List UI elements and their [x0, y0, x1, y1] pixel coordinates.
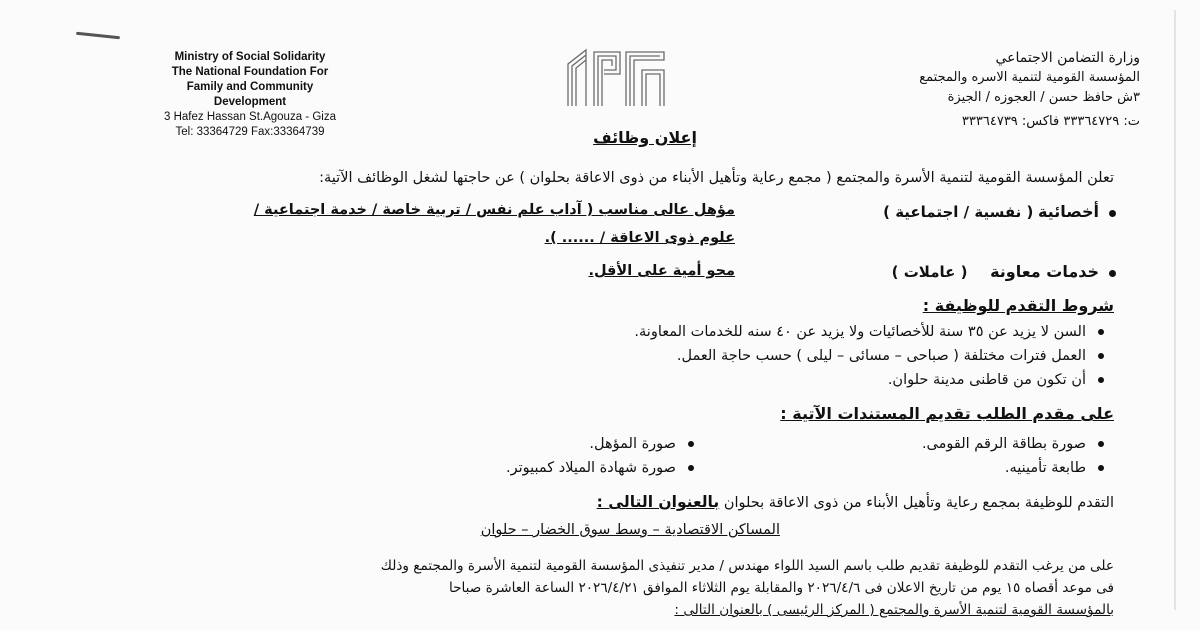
- bullet-icon: [1098, 353, 1104, 359]
- bullet-icon: [1109, 210, 1116, 217]
- en-address: 3 Hafez Hassan St.Agouza - Giza: [164, 111, 336, 123]
- document-text: طابعة تأمينيه.: [1004, 460, 1086, 476]
- page-title: إعلان وظائف: [593, 128, 697, 147]
- closing-line-1: على من يرغب التقدم للوظيفة تقديم طلب باسم السيد اللواء مهندس / مدير تنفيذى المؤسسة القومية لتنمية الأسرة والمجتمع وذلك: [380, 558, 1114, 574]
- ar-ministry: وزارة التضامن الاجتماعي: [995, 50, 1140, 66]
- documents-heading: على مقدم الطلب تقديم المستندات الآتية :: [780, 404, 1114, 423]
- job-1-name: أخصائية: [1037, 202, 1099, 221]
- closing-line-2: فى موعد أقصاه ١٥ يوم من تاريخ الاعلان فى ٢٠٢٦/٤/٦ والمقابلة يوم الثلاثاء الموافق ٢٠٢٦/٤/٢١ الساعة العاشرة صباحا: [448, 580, 1114, 596]
- bullet-icon: [688, 441, 694, 447]
- foundation-logo-icon: [564, 44, 674, 116]
- intro-text: تعلن المؤسسة القومية لتنمية الأسرة والمجتمع ( مجمع رعاية وتأهيل الأبناء من ذوى الاعاقة بحلوان ) عن حاجتها لشغل الوظائف الآتية:: [319, 170, 1114, 186]
- bullet-icon: [1109, 270, 1116, 277]
- en-foundation-line-3: Development: [213, 96, 287, 108]
- bullet-icon: [688, 465, 694, 471]
- en-foundation-line-1: The National Foundation For: [171, 66, 329, 78]
- apply-address-label: بالعنوان التالى :: [596, 493, 720, 511]
- apply-text: التقدم للوظيفة بمجمع رعاية وتأهيل الأبناء من ذوى الاعاقة بحلوان: [723, 495, 1114, 511]
- apply-instruction: [597, 492, 1114, 513]
- en-phone: Tel: 33364729 Fax:33364739: [175, 126, 325, 138]
- job-1-requirement-1: مؤهل عالى مناسب ( آداب علم نفس / تربية خاصة / خدمة اجتماعية /: [253, 202, 735, 218]
- condition-item: [888, 370, 1104, 390]
- document-item: [506, 458, 694, 478]
- ar-foundation: المؤسسة القومية لتنمية الاسره والمجتمع: [919, 70, 1140, 85]
- document-text: صورة شهادة الميلاد كمبيوتر.: [505, 460, 676, 476]
- condition-text: العمل فترات مختلفة ( صباحى – مسائى – ليلى ) حسب حاجة العمل.: [676, 348, 1086, 364]
- arabic-letterhead: [820, 48, 1140, 132]
- bullet-icon: [1098, 441, 1104, 447]
- job-1-title: [883, 202, 1116, 223]
- document-item: [922, 434, 1104, 454]
- job-1-requirement-2: علوم ذوى الاعاقة / ...... ).: [544, 230, 735, 246]
- condition-text: السن لا يزيد عن ٣٥ سنة للأخصائيات ولا يزيد عن ٤٠ سنه للخدمات المعاونة.: [634, 324, 1086, 340]
- ar-address: ٣ش حافظ حسن / العجوزه / الجيزة: [947, 90, 1140, 105]
- job-2-title: [892, 262, 1116, 283]
- document-text: صورة المؤهل.: [589, 436, 676, 452]
- bullet-icon: [1098, 465, 1104, 471]
- conditions-heading: شروط التقدم للوظيفة :: [922, 296, 1114, 315]
- job-2-spec: ( عاملات ): [891, 263, 968, 281]
- document-text: صورة بطاقة الرقم القومى.: [921, 436, 1086, 452]
- document-item: [1005, 458, 1104, 478]
- closing-line-3: بالمؤسسة القومية لتنمية الأسرة والمجتمع ( المركز الرئيسى ) بالعنوان التالى :: [674, 602, 1114, 618]
- ar-phone: ت: ٣٣٣٦٤٧٢٩ فاكس: ٣٣٣٦٤٧٣٩: [961, 114, 1140, 129]
- job-2-requirement: محو أمية على الأقل.: [588, 263, 735, 279]
- condition-item: [677, 346, 1104, 366]
- condition-text: أن تكون من قاطنى مدينة حلوان.: [887, 372, 1086, 388]
- english-letterhead: [150, 50, 350, 140]
- document-item: [589, 434, 694, 454]
- bullet-icon: [1098, 329, 1104, 335]
- en-ministry: Ministry of Social Solidarity: [174, 51, 326, 63]
- page-edge: [1174, 10, 1176, 610]
- condition-item: [634, 322, 1104, 342]
- job-1-spec: ( نفسية / اجتماعية ): [883, 203, 1034, 221]
- en-foundation-line-2: Family and Community: [186, 81, 314, 93]
- job-2-name: خدمات معاونة: [990, 262, 1099, 281]
- bullet-icon: [1098, 377, 1104, 383]
- scan-mark: [76, 32, 120, 40]
- apply-address: المساكن الاقتصادية – وسط سوق الخضار – حلوان: [480, 522, 780, 538]
